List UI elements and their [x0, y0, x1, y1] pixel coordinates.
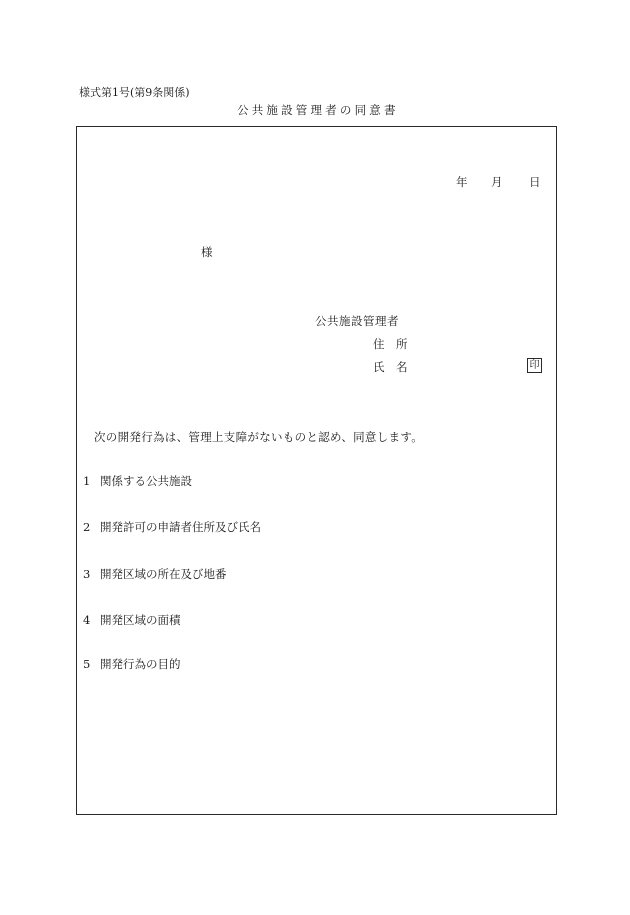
item-number: 1 — [83, 474, 91, 488]
seal-mark: 印 — [527, 358, 542, 373]
list-item — [83, 613, 181, 627]
list-item — [83, 567, 227, 581]
list-item — [83, 657, 181, 671]
consent-statement: 次の開発行為は、管理上支障がないものと認め、同意します。 — [94, 430, 424, 444]
document-title: 公共施設管理者の同意書 — [237, 103, 399, 117]
item-label: 関係する公共施設 — [100, 474, 192, 488]
manager-address-label: 住 所 — [373, 337, 408, 351]
item-number: 3 — [83, 567, 91, 581]
item-label: 開発許可の申請者住所及び氏名 — [100, 520, 261, 534]
manager-title: 公共施設管理者 — [315, 314, 399, 328]
addressee-honorific: 様 — [201, 245, 213, 259]
list-item — [83, 474, 192, 488]
list-item — [83, 520, 261, 534]
item-number: 2 — [83, 520, 91, 534]
date-day-label: 日 — [529, 175, 541, 189]
form-frame — [76, 126, 557, 815]
item-label: 開発行為の目的 — [100, 657, 181, 671]
item-label: 開発区域の所在及び地番 — [100, 567, 227, 581]
form-number-label: 様式第1号(第9条関係) — [79, 86, 190, 99]
item-number: 4 — [83, 613, 91, 627]
date-month-label: 月 — [491, 175, 503, 189]
item-label: 開発区域の面積 — [100, 613, 181, 627]
manager-name-label: 氏 名 — [373, 360, 408, 374]
item-number: 5 — [83, 657, 91, 671]
date-year-label: 年 — [456, 175, 468, 189]
